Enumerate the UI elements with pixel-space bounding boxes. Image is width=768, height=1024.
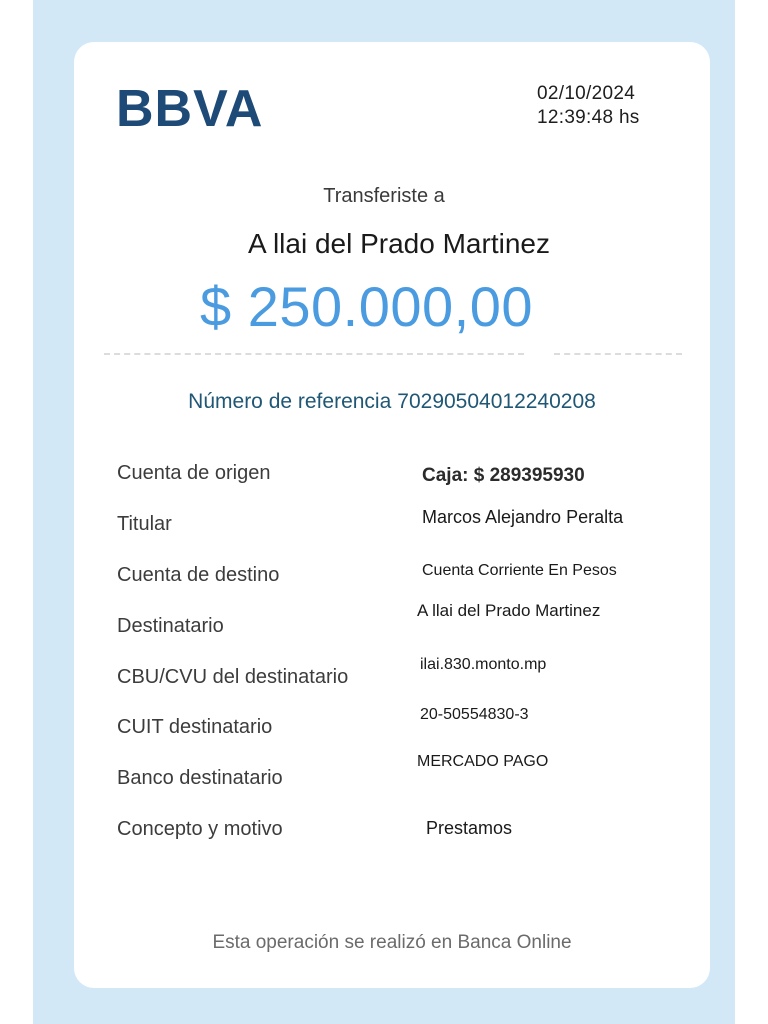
detail-value: ilai.830.monto.mp	[420, 656, 547, 673]
dashed-divider	[554, 353, 682, 355]
detail-value: Prestamos	[426, 818, 513, 838]
detail-value: Cuenta Corriente En Pesos	[422, 562, 617, 579]
detail-label: Cuenta de origen	[117, 462, 271, 484]
detail-row-cuit	[117, 706, 677, 746]
detail-label: CBU/CVU del destinatario	[117, 666, 349, 688]
detail-value: Caja: $ 289395930	[422, 465, 585, 486]
detail-label: Concepto y motivo	[117, 818, 283, 840]
detail-label: Banco destinatario	[117, 767, 283, 789]
transfer-label: Transferiste a	[323, 185, 445, 207]
svg-text:BBVA: BBVA	[116, 80, 264, 134]
detail-label: CUIT destinatario	[117, 716, 273, 738]
transaction-date: 02/10/2024	[537, 83, 636, 104]
transaction-datetime	[537, 82, 640, 130]
recipient-name: A llai del Prado Martinez	[248, 228, 550, 259]
detail-label: Titular	[117, 513, 172, 535]
reference-label: Número de referencia	[188, 390, 392, 413]
detail-value: Marcos Alejandro Peralta	[422, 507, 624, 527]
detail-value: MERCADO PAGO	[417, 753, 549, 770]
detail-value: 20-50554830-3	[420, 706, 529, 723]
detail-row-bank	[117, 753, 677, 797]
reference-number: 70290504012240208	[397, 390, 596, 413]
detail-value: A llai del Prado Martinez	[417, 601, 601, 620]
detail-row-recipient	[117, 601, 677, 645]
detail-row-concept	[117, 818, 677, 848]
detail-label: Cuenta de destino	[117, 564, 280, 586]
transfer-amount: $ 250.000,00	[200, 275, 533, 338]
detail-row-holder	[117, 507, 677, 543]
detail-label: Destinatario	[117, 615, 224, 637]
detail-row-destination-account	[117, 564, 677, 594]
detail-row-origin-account	[117, 462, 677, 492]
dashed-divider	[104, 353, 524, 355]
footer-note: Esta operación se realizó en Banca Online	[212, 932, 572, 953]
transfer-receipt-card	[74, 42, 710, 988]
reference-number-line	[74, 390, 710, 414]
transaction-time: 12:39:48 hs	[537, 107, 640, 128]
bbva-logo	[116, 78, 288, 134]
detail-row-cbu-cvu	[117, 656, 677, 696]
